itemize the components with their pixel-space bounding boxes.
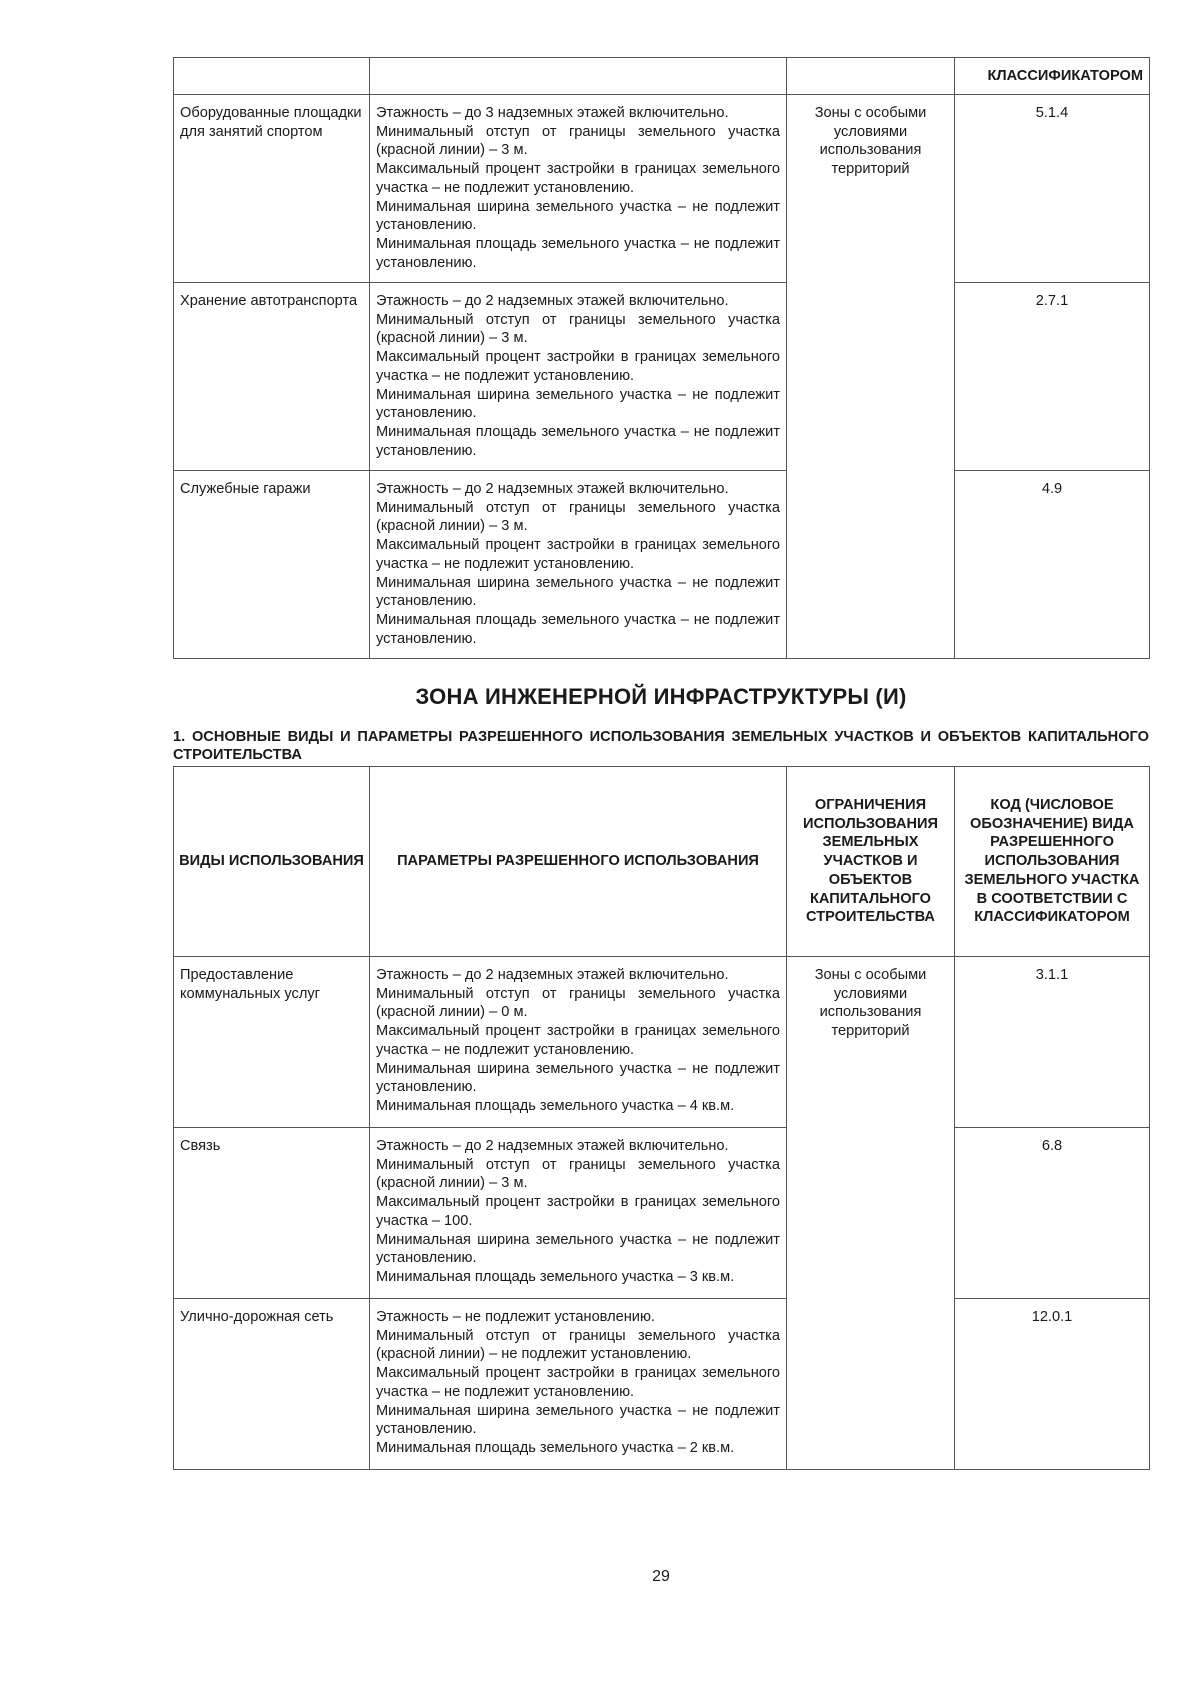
section-heading: 1. ОСНОВНЫЕ ВИДЫ И ПАРАМЕТРЫ РАЗРЕШЕННОГО ИСПОЛЬЗОВАНИЯ ЗЕМЕЛЬНЫХ УЧАСТКОВ И ОБЪЕКТОВ КАПИТАЛЬНОГО СТРОИТЕЛЬСТВА — [173, 729, 1149, 763]
header-code: КОД (ЧИСЛОВОЕ ОБОЗНАЧЕНИЕ) ВИДА РАЗРЕШЕННОГО ИСПОЛЬЗОВАНИЯ ЗЕМЕЛЬНОГО УЧАСТКА В СООТВЕТСТВИИ С КЛАССИФИКАТОРОМ — [955, 767, 1150, 957]
table-row — [174, 1128, 1150, 1299]
restrictions-cell: Зоны с особыми условиями использования территорий — [787, 95, 955, 659]
zoning-table-continued — [173, 57, 1150, 659]
zone-title: ЗОНА ИНЖЕНЕРНОЙ ИНФРАСТРУКТУРЫ (И) — [415, 684, 907, 709]
use-kind-cell: Служебные гаражи — [174, 471, 370, 659]
engineering-zone-table — [173, 766, 1150, 1470]
page-number: 29 — [652, 1568, 670, 1585]
table-header-row — [174, 767, 1150, 957]
code-cell: 5.1.4 — [955, 95, 1150, 283]
code-cell: 4.9 — [955, 471, 1150, 659]
use-kind-cell: Улично-дорожная сеть — [174, 1299, 370, 1470]
code-header-tail: КЛАССИФИКАТОРОМ — [955, 58, 1150, 95]
code-cell: 6.8 — [955, 1128, 1150, 1299]
table-row — [174, 957, 1150, 1128]
code-cell: 2.7.1 — [955, 283, 1150, 471]
params-cell: Этажность – не подлежит установлению. Минимальный отступ от границы земельного участка (красной линии) – не подлежит установлению. Максимальный процент застройки в границах земельного участка – не подлежит установлению. Минимальная ширина земельного участка – не подлежит установлению. Минимальная площадь земельного участка – 2 кв.м. — [370, 1299, 787, 1470]
params-cell: Этажность – до 2 надземных этажей включительно. Минимальный отступ от границы земельного участка (красной линии) – 3 м. Максимальный процент застройки в границах земельного участка – не подлежит установлению. Минимальная ширина земельного участка – не подлежит установлению. Минимальная площадь земельного участка – не подлежит установлению. — [370, 283, 787, 471]
header-params: ПАРАМЕТРЫ РАЗРЕШЕННОГО ИСПОЛЬЗОВАНИЯ — [370, 767, 787, 957]
params-cell: Этажность – до 2 надземных этажей включительно. Минимальный отступ от границы земельного участка (красной линии) – 3 м. Максимальный процент застройки в границах земельного участка – не подлежит установлению. Минимальная ширина земельного участка – не подлежит установлению. Минимальная площадь земельного участка – не подлежит установлению. — [370, 471, 787, 659]
header-restrictions: ОГРАНИЧЕНИЯ ИСПОЛЬЗОВАНИЯ ЗЕМЕЛЬНЫХ УЧАСТКОВ И ОБЪЕКТОВ КАПИТАЛЬНОГО СТРОИТЕЛЬСТВА — [787, 767, 955, 957]
table-row — [174, 95, 1150, 283]
params-cell: Этажность – до 2 надземных этажей включительно. Минимальный отступ от границы земельного участка (красной линии) – 0 м. Максимальный процент застройки в границах земельного участка – не подлежит установлению. Минимальная ширина земельного участка – не подлежит установлению. Минимальная площадь земельного участка – 4 кв.м. — [370, 957, 787, 1128]
use-kind-cell: Оборудованные площадки для занятий спортом — [174, 95, 370, 283]
table-row — [174, 283, 1150, 471]
code-cell: 3.1.1 — [955, 957, 1150, 1128]
header-kinds: ВИДЫ ИСПОЛЬЗОВАНИЯ — [174, 767, 370, 957]
table-header-tail-row — [174, 58, 1150, 95]
params-cell: Этажность – до 2 надземных этажей включительно. Минимальный отступ от границы земельного участка (красной линии) – 3 м. Максимальный процент застройки в границах земельного участка – 100. Минимальная ширина земельного участка – не подлежит установлению. Минимальная площадь земельного участка – 3 кв.м. — [370, 1128, 787, 1299]
use-kind-cell: Хранение автотранспорта — [174, 283, 370, 471]
table-row — [174, 471, 1150, 659]
table-row — [174, 1299, 1150, 1470]
use-kind-cell: Связь — [174, 1128, 370, 1299]
params-cell: Этажность – до 3 надземных этажей включительно. Минимальный отступ от границы земельного участка (красной линии) – 3 м. Максимальный процент застройки в границах земельного участка – не подлежит установлению. Минимальная ширина земельного участка – не подлежит установлению. Минимальная площадь земельного участка – не подлежит установлению. — [370, 95, 787, 283]
use-kind-cell: Предоставление коммунальных услуг — [174, 957, 370, 1128]
restrictions-cell: Зоны с особыми условиями использования территорий — [787, 957, 955, 1470]
code-cell: 12.0.1 — [955, 1299, 1150, 1470]
